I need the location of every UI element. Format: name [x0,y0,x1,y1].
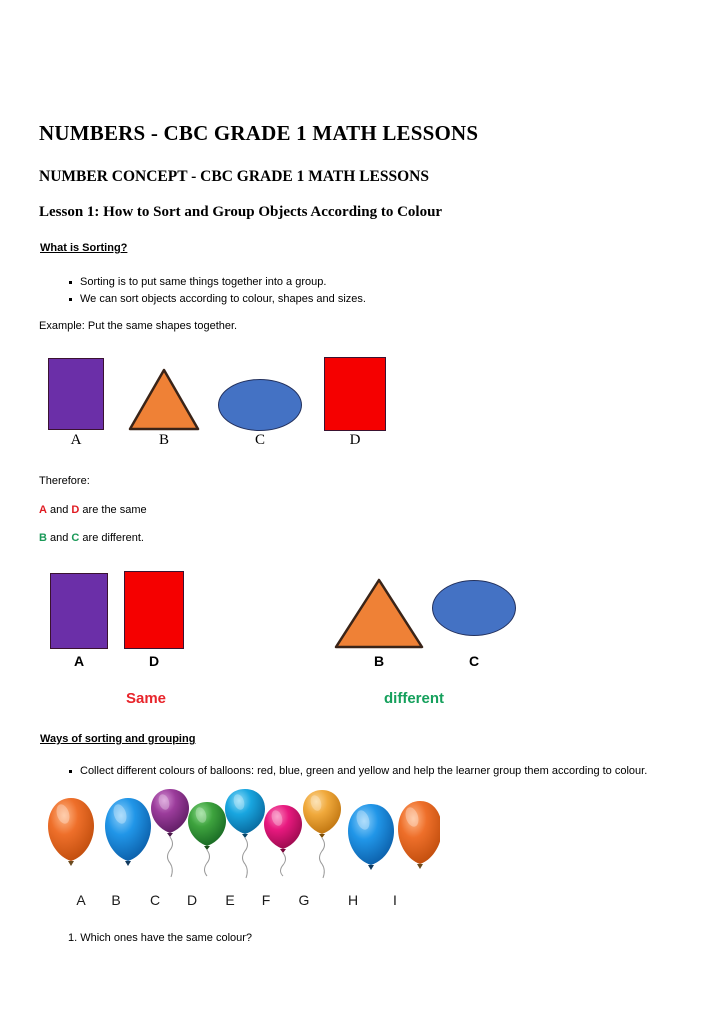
balloon-letter-i: I [393,892,397,908]
diff-sentence-tail: are different. [79,532,144,544]
list-item: We can sort objects according to colour, shapes and sizes. [69,291,366,308]
lesson-heading: Lesson 1: How to Sort and Group Objects According to Colour [39,204,443,220]
shape-label-b-2: B [373,653,385,669]
balloon-d [188,802,226,876]
diff-sentence-middle: and [46,532,72,544]
caption-same: Same [126,690,167,707]
shape-label-b: B [158,432,169,448]
balloon-letter-f: F [261,892,271,908]
sorting-section-heading: What is Sorting? [40,242,128,254]
list-item: Sorting is to put same things together into a group. [69,274,366,291]
same-sentence [39,504,147,516]
balloons-illustration [40,788,440,888]
balloon-g [303,790,341,878]
shape-label-d-2: D [148,653,160,669]
balloon-b [105,798,151,866]
example-line: Example: Put the same shapes together. [39,320,238,332]
balloon-letter-e: E [225,892,235,908]
balloon-letter-b: B [111,892,121,908]
caption-different: different [384,690,444,707]
shape-square-a [48,358,104,430]
balloon-c [151,789,189,877]
letter-a-red: A [39,504,47,516]
ways-bullet-list [69,763,647,780]
list-item: Collect different colours of balloons: red, blue, green and yellow and help the learner group them according to colour. [69,763,647,780]
sorting-bullet-list [69,274,366,308]
shape-square-a-2 [50,573,108,649]
balloon-a [48,798,94,866]
same-sentence-tail: are the same [79,504,147,516]
shape-label-a-2: A [73,653,85,669]
balloon-i [398,801,440,869]
different-sentence [39,532,144,544]
same-sentence-middle: and [46,504,72,516]
balloon-e [225,789,265,878]
balloon-letter-c: C [149,892,161,908]
balloon-f [264,805,302,876]
shape-square-d-2 [124,571,184,649]
question-line: 1. Which ones have the same colour? [68,932,253,944]
shape-square-d [324,357,386,431]
shape-label-c-2: C [468,653,480,669]
shape-triangle-b [128,368,200,431]
letter-d-red: D [71,504,80,516]
balloon-letter-g: G [298,892,310,908]
shape-label-c: C [254,432,265,448]
letter-c-green: C [71,532,80,544]
shape-label-d: D [349,432,361,448]
page-title: NUMBERS - CBC GRADE 1 MATH LESSONS [39,121,479,145]
therefore-label: Therefore: [39,475,90,487]
shape-ellipse-c-2 [432,580,516,636]
shape-ellipse-c [218,379,302,431]
balloon-letter-d: D [186,892,198,908]
shape-triangle-b-2 [334,578,424,650]
balloon-h [348,804,394,870]
balloon-letter-h: H [347,892,359,908]
letter-b-green: B [39,532,47,544]
ways-section-heading: Ways of sorting and grouping [40,733,196,745]
shape-label-a: A [70,432,82,448]
balloon-letters-row [40,892,440,912]
document-subtitle: NUMBER CONCEPT - CBC GRADE 1 MATH LESSONS [39,168,429,185]
balloon-letter-a: A [76,892,86,908]
